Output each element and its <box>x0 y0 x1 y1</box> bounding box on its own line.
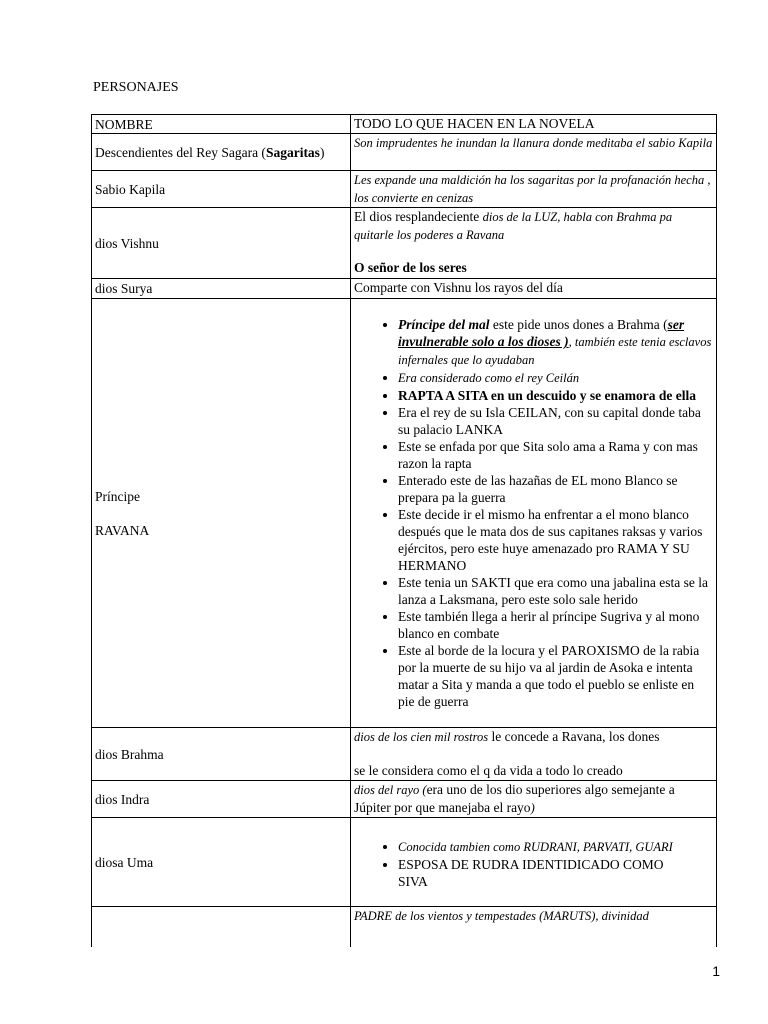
name-cell: Príncipe RAVANA <box>92 299 351 728</box>
list-item: • RAPTA A SITA en un descuido y se enamora de ella <box>398 387 713 404</box>
name-cell: dios Brahma <box>92 728 351 781</box>
list-item: • Este decide ir el mismo ha enfrentar a el mono blanco después que le mata dos de sus capitanes raksas y varios ejércitos, pero este huye amenazado pro RAMA Y SU HERMANO <box>398 506 713 574</box>
name-cell <box>92 907 351 948</box>
name-cell: diosa Uma <box>92 818 351 907</box>
actions-cell: Les expande una maldición ha los sagaritas por la profanación hecha , los convierte en cenizas <box>351 171 717 208</box>
table-row <box>92 134 717 171</box>
actions-cell: PADRE de los vientos y tempestades (MARUTS), divinidad <box>351 907 717 948</box>
page-number: 1 <box>712 963 720 979</box>
list-item: • Era el rey de su Isla CEILAN, con su capital donde taba su palacio LANKA <box>398 404 713 438</box>
name-cell: dios Surya <box>92 279 351 299</box>
name-cell: dios Vishnu <box>92 208 351 279</box>
uma-list <box>354 838 713 890</box>
list-item: • Este al borde de la locura y el PAROXISMO de la rabia por la muerte de su hijo va al jardin de Asoka e intenta matar a Sita y manda a que todo el pueblo se enliste en pie de guerra <box>398 642 713 710</box>
table-row <box>92 781 717 818</box>
actions-cell: Comparte con Vishnu los rayos del día <box>351 279 717 299</box>
header-actions: TODO LO QUE HACEN EN LA NOVELA <box>351 115 717 134</box>
ravana-list <box>354 316 713 710</box>
table-row <box>92 279 717 299</box>
actions-cell <box>351 299 717 728</box>
list-item: • Enterado este de las hazañas de EL mono Blanco se prepara pa la guerra <box>398 472 713 506</box>
name-cell: dios Indra <box>92 781 351 818</box>
actions-cell: dios del rayo (era uno de los dio superiores algo semejante a Júpiter por que manejaba el rayo) <box>351 781 717 818</box>
table-row <box>92 208 717 279</box>
actions-cell: dios de los cien mil rostros le concede a Ravana, los dones se le considera como el q da vida a todo lo creado <box>351 728 717 781</box>
table-row <box>92 299 717 728</box>
list-item: • Príncipe del mal este pide unos dones a Brahma (ser invulnerable solo a los dioses ), también este tenia esclavos infernales que lo ayudaban <box>398 316 713 369</box>
actions-cell: El dios resplandeciente dios de la LUZ, habla con Brahma pa quitarle los poderes a Ravana O señor de los seres <box>351 208 717 279</box>
table-row <box>92 818 717 907</box>
actions-cell: Son imprudentes he inundan la llanura donde meditaba el sabio Kapila <box>351 134 717 171</box>
list-item: • Este tenia un SAKTI que era como una jabalina esta se la lanza a Laksmana, pero este solo sale herido <box>398 574 713 608</box>
name-cell: Descendientes del Rey Sagara (Sagaritas) <box>92 134 351 171</box>
list-item: • Conocida tambien como RUDRANI, PARVATI, GUARI <box>398 838 683 856</box>
table-header-row <box>92 115 717 134</box>
list-item: • Este se enfada por que Sita solo ama a Rama y con mas razon la rapta <box>398 438 713 472</box>
table-row <box>92 728 717 781</box>
name-cell: Sabio Kapila <box>92 171 351 208</box>
characters-table <box>91 114 717 947</box>
actions-cell <box>351 818 717 907</box>
list-item: • ESPOSA DE RUDRA IDENTIDICADO COMO SIVA <box>398 856 683 890</box>
list-item: • Este también llega a herir al príncipe Sugriva y al mono blanco en combate <box>398 608 713 642</box>
page-heading: PERSONAJES <box>93 80 179 95</box>
table-row <box>92 171 717 208</box>
table-row <box>92 907 717 948</box>
list-item: • Era considerado como el rey Ceilán <box>398 369 713 387</box>
header-name: NOMBRE <box>92 115 351 134</box>
